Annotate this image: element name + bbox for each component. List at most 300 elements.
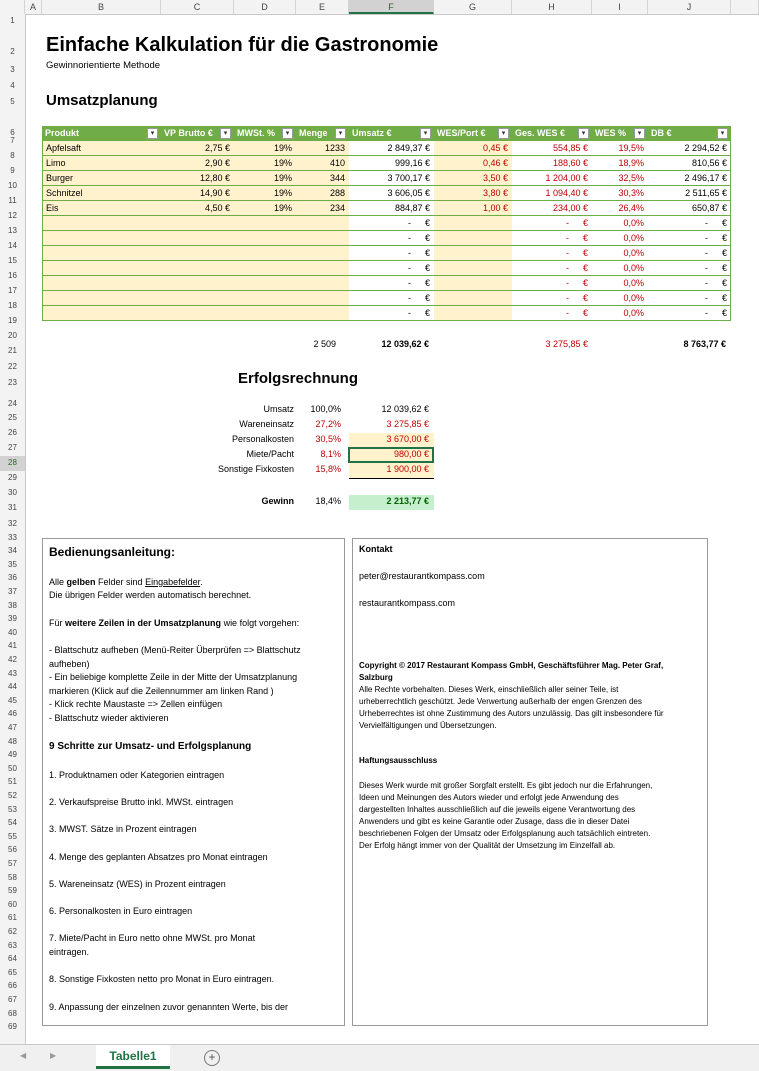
- erfolg-value[interactable]: 3 670,00 €: [386, 434, 429, 444]
- column-header-0: Produkt: [45, 128, 80, 138]
- column-header-2: MWSt. %: [237, 128, 275, 138]
- row-border: [42, 320, 731, 321]
- row-header-25[interactable]: 25: [8, 413, 17, 422]
- erfolg-value[interactable]: 980,00 €: [393, 449, 429, 459]
- anleitung-step: 7. Miete/Pacht in Euro netto ohne MWSt. pro Monat: [49, 933, 256, 943]
- table-cell: [512, 291, 592, 306]
- row-header-24[interactable]: 24: [8, 399, 17, 408]
- row-header-36[interactable]: 36: [8, 573, 17, 583]
- anleitung-line-1: [49, 577, 203, 588]
- row-header-5[interactable]: 5: [10, 97, 15, 106]
- table-cell[interactable]: [434, 246, 512, 261]
- table-cell: 32,5%: [618, 173, 644, 183]
- row-header-51[interactable]: 51: [8, 777, 17, 787]
- table-cell: 0,0%: [623, 308, 644, 318]
- row-header-6[interactable]: 6: [10, 128, 15, 137]
- table-cell: [512, 246, 592, 261]
- gewinn-value: 2 213,77 €: [386, 496, 429, 506]
- table-cell: [512, 216, 592, 231]
- erfolg-pct: 15,8%: [315, 464, 341, 474]
- table-cell[interactable]: [42, 216, 161, 231]
- table-cell: 0,0%: [623, 233, 644, 243]
- row-header-19[interactable]: 19: [8, 316, 17, 325]
- table-header-row: [42, 126, 731, 141]
- col-header-g[interactable]: G: [434, 0, 512, 14]
- table-cell[interactable]: 19%: [234, 156, 296, 171]
- gewinn-label: Gewinn: [261, 496, 294, 506]
- row-header-34[interactable]: 34: [8, 546, 17, 556]
- table-cell[interactable]: 14,90 €: [161, 186, 234, 201]
- table-cell: [349, 261, 434, 276]
- table-cell[interactable]: [434, 276, 512, 291]
- table-cell[interactable]: [434, 291, 512, 306]
- row-header-41[interactable]: 41: [8, 641, 17, 651]
- table-cell: 2 294,52 €: [684, 143, 727, 153]
- row-header-46[interactable]: 46: [8, 709, 17, 719]
- currency-text: €: [582, 278, 588, 288]
- table-cell: [512, 261, 592, 276]
- row-header-17[interactable]: 17: [8, 286, 17, 295]
- currency-text: €: [721, 233, 727, 243]
- row-header-62[interactable]: 62: [8, 927, 17, 936]
- table-cell: 0,0%: [623, 218, 644, 228]
- row-header-10[interactable]: 10: [8, 181, 17, 190]
- kontakt-web[interactable]: restaurantkompass.com: [359, 598, 456, 608]
- table-cell: [648, 261, 731, 276]
- column-header-bar: [0, 0, 759, 15]
- filter-dropdown-icon[interactable]: ▾: [147, 128, 158, 139]
- row-header-58[interactable]: 58: [8, 872, 17, 882]
- table-cell[interactable]: Burger: [42, 171, 161, 186]
- haftung-line: Der Erfolg hängt immer von der Qualität der Umsetzung im Einzelfall ab.: [359, 841, 616, 850]
- dash-text: -: [704, 308, 708, 318]
- filter-dropdown-icon[interactable]: ▾: [634, 128, 645, 139]
- text-run: wie folgt vorgehen:: [221, 618, 300, 628]
- row-header-26[interactable]: 26: [8, 428, 17, 437]
- gewinn-pct: 18,4%: [315, 496, 341, 506]
- anleitung-step: 9. Anpassung der einzelnen zuvor genannten Werte, bis der: [49, 1002, 288, 1012]
- row-header-68[interactable]: 68: [8, 1008, 17, 1018]
- haftung-line: Anwenders und gibt es keine Garantie oder Zusage, dass die in dieser Datei: [359, 817, 630, 826]
- col-header-c[interactable]: C: [161, 0, 234, 14]
- row-header-64[interactable]: 64: [8, 954, 17, 964]
- select-all-corner[interactable]: [0, 0, 25, 14]
- currency-text: €: [424, 308, 430, 318]
- table-cell[interactable]: 19%: [234, 201, 296, 216]
- text-run-bold: weitere Zeilen in der Umsatzplanung: [65, 618, 222, 628]
- sum-underline: [349, 478, 434, 479]
- table-cell[interactable]: 3,50 €: [434, 171, 512, 186]
- table-cell[interactable]: [234, 216, 296, 231]
- table-cell[interactable]: 344: [296, 171, 349, 186]
- haftung-line: Dieses Werk wurde mit großer Sorgfalt erstellt. Es gibt jedoch nur die Erfahrungen,: [359, 781, 653, 790]
- table-cell[interactable]: [234, 276, 296, 291]
- table-cell[interactable]: [42, 291, 161, 306]
- row-header-11[interactable]: 11: [8, 196, 17, 205]
- anleitung-bullet: markieren (Klick auf die Zeilennummer am linken Rand ): [49, 685, 274, 696]
- table-cell: [349, 291, 434, 306]
- row-header-3[interactable]: 3: [10, 65, 15, 74]
- table-cell: 30,3%: [618, 188, 644, 198]
- row-header-15[interactable]: 15: [8, 256, 17, 265]
- col-header-k[interactable]: [731, 0, 759, 14]
- dash-text: -: [407, 308, 411, 318]
- row-header-33[interactable]: 33: [8, 532, 17, 542]
- currency-text: €: [424, 278, 430, 288]
- column-header-6: Ges. WES €: [515, 128, 566, 138]
- currency-text: €: [721, 278, 727, 288]
- kontakt-box: [352, 538, 708, 1026]
- table-cell[interactable]: [161, 261, 234, 276]
- row-header-56[interactable]: 56: [8, 845, 17, 855]
- row-header-20[interactable]: 20: [8, 331, 17, 340]
- erfolgsrechnung-heading: Erfolgsrechnung: [238, 370, 359, 387]
- table-cell[interactable]: 19%: [234, 171, 296, 186]
- erfolg-pct: 30,5%: [315, 434, 341, 444]
- anleitung-bullet: - Klick rechte Maustaste => Zellen einfügen: [49, 699, 223, 709]
- table-cell[interactable]: 12,80 €: [161, 171, 234, 186]
- row-header-13[interactable]: 13: [8, 226, 17, 235]
- filter-dropdown-icon[interactable]: ▾: [578, 128, 589, 139]
- column-header-3: Menge: [299, 128, 328, 138]
- dash-text: -: [565, 248, 569, 258]
- table-cell: [349, 306, 434, 321]
- filter-dropdown-icon[interactable]: ▾: [420, 128, 431, 139]
- table-cell[interactable]: [234, 306, 296, 321]
- total-db: 8 763,77 €: [683, 339, 726, 349]
- row-header-21[interactable]: 21: [8, 346, 17, 355]
- dash-text: -: [407, 263, 411, 273]
- table-cell: [512, 231, 592, 246]
- dash-text: -: [565, 278, 569, 288]
- table-cell: 0,0%: [623, 278, 644, 288]
- row-header-37[interactable]: 37: [8, 587, 17, 596]
- row-header-63[interactable]: 63: [8, 940, 17, 950]
- table-cell: 0,0%: [623, 293, 644, 303]
- rights-line: Urheberrechtes ist ohne Zustimmung des Autors unzulässig. Das gilt insbesondere für: [359, 709, 664, 718]
- text-run: Alle: [49, 577, 67, 587]
- sheet-tab-bar: [0, 1044, 759, 1071]
- row-header-47[interactable]: 47: [8, 723, 17, 732]
- table-cell[interactable]: [161, 276, 234, 291]
- anleitung-bullet: - Ein beliebige komplette Zeile in der Mitte der Umsatzplanung: [49, 672, 298, 682]
- filter-dropdown-icon[interactable]: ▾: [717, 128, 728, 139]
- row-header-23[interactable]: 23: [8, 378, 17, 387]
- table-cell: 999,16 €: [394, 158, 430, 168]
- anleitung-bullet: - Blattschutz wieder aktivieren: [49, 712, 169, 723]
- table-cell: 2 511,65 €: [685, 188, 727, 198]
- table-cell[interactable]: [296, 291, 349, 306]
- col-header-e[interactable]: E: [296, 0, 349, 14]
- row-header-69[interactable]: 69: [8, 1022, 17, 1032]
- table-cell: 18,9%: [618, 158, 644, 168]
- table-cell: [349, 276, 434, 291]
- anleitung-heading: Bedienungsanleitung:: [49, 545, 175, 559]
- row-header-43[interactable]: 43: [8, 668, 17, 678]
- table-cell[interactable]: [42, 231, 161, 246]
- row-header-40[interactable]: 40: [8, 627, 17, 637]
- dash-text: -: [407, 293, 411, 303]
- table-cell[interactable]: [234, 231, 296, 246]
- table-cell[interactable]: [42, 261, 161, 276]
- table-cell: 26,4%: [618, 203, 644, 213]
- row-header-54[interactable]: 54: [8, 818, 17, 828]
- col-header-f[interactable]: F: [349, 0, 434, 14]
- table-cell[interactable]: [161, 246, 234, 261]
- currency-text: €: [582, 308, 588, 318]
- currency-text: €: [582, 218, 588, 228]
- table-cell: [648, 246, 731, 261]
- text-run: Für: [49, 618, 66, 628]
- next-sheet-icon[interactable]: ▶: [50, 1051, 57, 1060]
- table-cell: [648, 276, 731, 291]
- column-header-4: Umsatz €: [352, 128, 392, 138]
- table-cell[interactable]: [234, 291, 296, 306]
- table-cell: 3 606,05 €: [387, 188, 430, 198]
- row-header-8[interactable]: 8: [10, 151, 15, 160]
- erfolg-pct: 27,2%: [315, 419, 341, 429]
- umsatz-table: [42, 126, 731, 323]
- row-header-28[interactable]: 28: [0, 456, 25, 471]
- table-cell[interactable]: [296, 261, 349, 276]
- table-cell[interactable]: Schnitzel: [42, 186, 161, 201]
- row-header-60[interactable]: 60: [8, 899, 17, 909]
- anleitung-step: 6. Personalkosten in Euro eintragen: [49, 906, 193, 916]
- erfolg-value[interactable]: 1 900,00 €: [386, 464, 429, 474]
- table-cell[interactable]: Limo: [42, 156, 161, 171]
- row-header-57[interactable]: 57: [8, 859, 17, 868]
- umsatzplanung-heading: Umsatzplanung: [46, 92, 158, 109]
- table-cell: [512, 306, 592, 321]
- row-header-55[interactable]: 55: [8, 831, 17, 841]
- table-cell[interactable]: 0,45 €: [434, 141, 512, 156]
- table-cell[interactable]: 1233: [296, 141, 349, 156]
- dash-text: -: [407, 248, 411, 258]
- table-cell: [349, 216, 434, 231]
- row-header-29[interactable]: 29: [8, 473, 17, 482]
- table-cell[interactable]: [42, 246, 161, 261]
- total-ges-wes: 3 275,85 €: [545, 339, 588, 349]
- row-header-59[interactable]: 59: [8, 886, 17, 896]
- dash-text: -: [407, 233, 411, 243]
- haftung-heading: Haftungsausschluss: [359, 756, 438, 765]
- row-header-27[interactable]: 27: [8, 443, 17, 452]
- column-header-8: DB €: [651, 128, 672, 138]
- row-header-7[interactable]: 7: [10, 136, 15, 145]
- table-cell[interactable]: 0,46 €: [434, 156, 512, 171]
- table-border: [730, 126, 731, 321]
- currency-text: €: [424, 293, 430, 303]
- anleitung-box: [42, 538, 345, 1026]
- erfolg-pct: 100,0%: [310, 404, 341, 414]
- column-header-5: WES/Port €: [437, 128, 486, 138]
- table-cell: 884,87 €: [394, 203, 430, 213]
- table-cell[interactable]: 1,00 €: [434, 201, 512, 216]
- erfolg-value: 3 275,85 €: [386, 419, 429, 429]
- table-cell[interactable]: [296, 231, 349, 246]
- table-cell[interactable]: 288: [296, 186, 349, 201]
- erfolg-pct: 8,1%: [320, 449, 341, 459]
- anleitung-step: 2. Verkaufspreise Brutto inkl. MWSt. eintragen: [49, 797, 234, 807]
- row-header-31[interactable]: 31: [8, 503, 17, 512]
- sheet-subtitle: Gewinnorientierte Methode: [46, 60, 161, 71]
- row-header-2[interactable]: 2: [10, 47, 15, 56]
- copyright-line-1: Copyright © 2017 Restaurant Kompass GmbH, Geschäftsführer Mag. Peter Graf,: [359, 661, 664, 670]
- table-cell[interactable]: [161, 216, 234, 231]
- col-header-i[interactable]: I: [592, 0, 648, 14]
- prev-sheet-icon[interactable]: ◀: [20, 1051, 27, 1060]
- erfolg-label: Personalkosten: [231, 434, 294, 444]
- table-cell[interactable]: [434, 306, 512, 321]
- rights-line: urheberrechtlich geschützt. Jede Verwertung außerhalb der engen Grenzen des: [359, 697, 642, 706]
- filter-dropdown-icon[interactable]: ▾: [335, 128, 346, 139]
- table-cell[interactable]: [296, 216, 349, 231]
- row-header-22[interactable]: 22: [8, 362, 17, 371]
- dash-text: -: [565, 293, 569, 303]
- anleitung-step: 1. Produktnamen oder Kategorien eintragen: [49, 770, 225, 780]
- row-header-50[interactable]: 50: [8, 763, 17, 773]
- table-cell[interactable]: [434, 261, 512, 276]
- table-cell[interactable]: Eis: [42, 201, 161, 216]
- table-cell[interactable]: [234, 261, 296, 276]
- table-cell[interactable]: [434, 216, 512, 231]
- table-cell[interactable]: [42, 276, 161, 291]
- col-header-d[interactable]: D: [234, 0, 296, 14]
- table-cell[interactable]: [161, 231, 234, 246]
- table-cell[interactable]: [42, 306, 161, 321]
- table-cell: [349, 246, 434, 261]
- rights-line: Alle Rechte vorbehalten. Dieses Werk, einschließlich aller seiner Teile, ist: [359, 685, 619, 694]
- row-header-45[interactable]: 45: [8, 695, 17, 705]
- table-cell[interactable]: 19%: [234, 186, 296, 201]
- dash-text: -: [565, 263, 569, 273]
- erfolg-value: 12 039,62 €: [381, 404, 429, 414]
- table-cell[interactable]: [234, 246, 296, 261]
- table-cell[interactable]: [161, 306, 234, 321]
- dash-text: -: [565, 233, 569, 243]
- row-header-53[interactable]: 53: [8, 804, 17, 814]
- haftung-line: Ideen und Meinungen des Autors wieder und erfolgt jede Anwendung des: [359, 793, 619, 802]
- table-cell: [349, 231, 434, 246]
- haftung-line: dargestellten Inhaltes ausschließlich auf die jeweils eigene Verantwortung des: [359, 805, 636, 814]
- filter-dropdown-icon[interactable]: ▾: [498, 128, 509, 139]
- erfolg-label: Sonstige Fixkosten: [217, 464, 294, 474]
- currency-text: €: [424, 233, 430, 243]
- currency-text: €: [582, 293, 588, 303]
- dash-text: -: [704, 293, 708, 303]
- anleitung-step: 4. Menge des geplanten Absatzes pro Monat eintragen: [49, 852, 268, 862]
- row-header-67[interactable]: 67: [8, 995, 17, 1004]
- add-sheet-icon[interactable]: +: [204, 1050, 220, 1066]
- row-header-48[interactable]: 48: [8, 736, 17, 746]
- row-header-16[interactable]: 16: [8, 271, 17, 280]
- table-cell[interactable]: [296, 276, 349, 291]
- table-cell[interactable]: 3,80 €: [434, 186, 512, 201]
- table-cell: 810,56 €: [691, 158, 727, 168]
- table-cell[interactable]: [296, 246, 349, 261]
- currency-text: €: [582, 263, 588, 273]
- col-header-a[interactable]: A: [25, 0, 42, 14]
- currency-text: €: [721, 218, 727, 228]
- row-header-4[interactable]: 4: [10, 81, 15, 90]
- erfolg-label: Wareneinsatz: [239, 419, 294, 429]
- col-header-b[interactable]: B: [42, 0, 161, 14]
- anleitung-step: eintragen.: [49, 947, 90, 957]
- row-header-61[interactable]: 61: [8, 913, 17, 923]
- currency-text: €: [721, 263, 727, 273]
- steps-heading: 9 Schritte zur Umsatz- und Erfolgsplanung: [49, 741, 252, 752]
- table-cell: 650,87 €: [691, 203, 727, 213]
- table-cell: 0,0%: [623, 248, 644, 258]
- sheet-title: Einfache Kalkulation für die Gastronomie: [46, 34, 439, 56]
- row-header-44[interactable]: 44: [8, 682, 17, 692]
- row-header-14[interactable]: 14: [8, 241, 17, 250]
- table-cell: [648, 216, 731, 231]
- currency-text: €: [424, 263, 430, 273]
- total-menge: 2 509: [313, 339, 336, 349]
- col-header-h[interactable]: H: [512, 0, 592, 14]
- row-header-52[interactable]: 52: [8, 791, 17, 800]
- row-header-38[interactable]: 38: [8, 600, 17, 610]
- row-header-32[interactable]: 32: [8, 519, 17, 528]
- anleitung-bullet: aufheben): [49, 658, 90, 669]
- table-cell[interactable]: 2,90 €: [161, 156, 234, 171]
- erfolg-label: Umsatz: [263, 404, 294, 414]
- dash-text: -: [565, 308, 569, 318]
- currency-text: €: [582, 233, 588, 243]
- kontakt-email[interactable]: peter@restaurantkompass.com: [359, 571, 485, 581]
- table-cell: 19,5%: [618, 143, 644, 153]
- text-run: .: [200, 577, 203, 587]
- table-cell[interactable]: [161, 291, 234, 306]
- row-header-65[interactable]: 65: [8, 967, 17, 977]
- table-cell: 3 700,17 €: [387, 173, 430, 183]
- table-cell: [648, 231, 731, 246]
- sheet-tab-tabelle1[interactable]: Tabelle1: [96, 1045, 170, 1069]
- filter-dropdown-icon[interactable]: ▾: [220, 128, 231, 139]
- row-header-35[interactable]: 35: [8, 559, 17, 569]
- row-header-9[interactable]: 9: [10, 166, 15, 175]
- table-cell[interactable]: 234: [296, 201, 349, 216]
- table-cell[interactable]: 2,75 €: [161, 141, 234, 156]
- kontakt-heading: Kontakt: [359, 544, 393, 554]
- currency-text: €: [424, 218, 430, 228]
- currency-text: €: [582, 248, 588, 258]
- row-header-49[interactable]: 49: [8, 750, 17, 760]
- table-cell[interactable]: 4,50 €: [161, 201, 234, 216]
- col-header-j[interactable]: J: [648, 0, 731, 14]
- row-header-12[interactable]: 12: [8, 211, 17, 220]
- row-header-18[interactable]: 18: [8, 301, 17, 310]
- table-cell[interactable]: 19%: [234, 141, 296, 156]
- table-cell[interactable]: [296, 306, 349, 321]
- dash-text: -: [704, 248, 708, 258]
- anleitung-step: 5. Wareneinsatz (WES) in Prozent eintragen: [49, 879, 226, 889]
- table-cell[interactable]: 410: [296, 156, 349, 171]
- row-header-66[interactable]: 66: [8, 981, 17, 991]
- filter-dropdown-icon[interactable]: ▾: [282, 128, 293, 139]
- dash-text: -: [407, 278, 411, 288]
- dash-text: -: [704, 233, 708, 243]
- row-header-30[interactable]: 30: [8, 488, 17, 497]
- row-header-42[interactable]: 42: [8, 655, 17, 664]
- text-run: Felder sind: [95, 577, 146, 587]
- row-header-1[interactable]: 1: [10, 16, 15, 25]
- table-cell[interactable]: Apfelsaft: [42, 141, 161, 156]
- row-header-39[interactable]: 39: [8, 614, 17, 624]
- table-cell[interactable]: [434, 231, 512, 246]
- rights-line: Vervielfältigungen und Übersetzungen.: [359, 721, 497, 730]
